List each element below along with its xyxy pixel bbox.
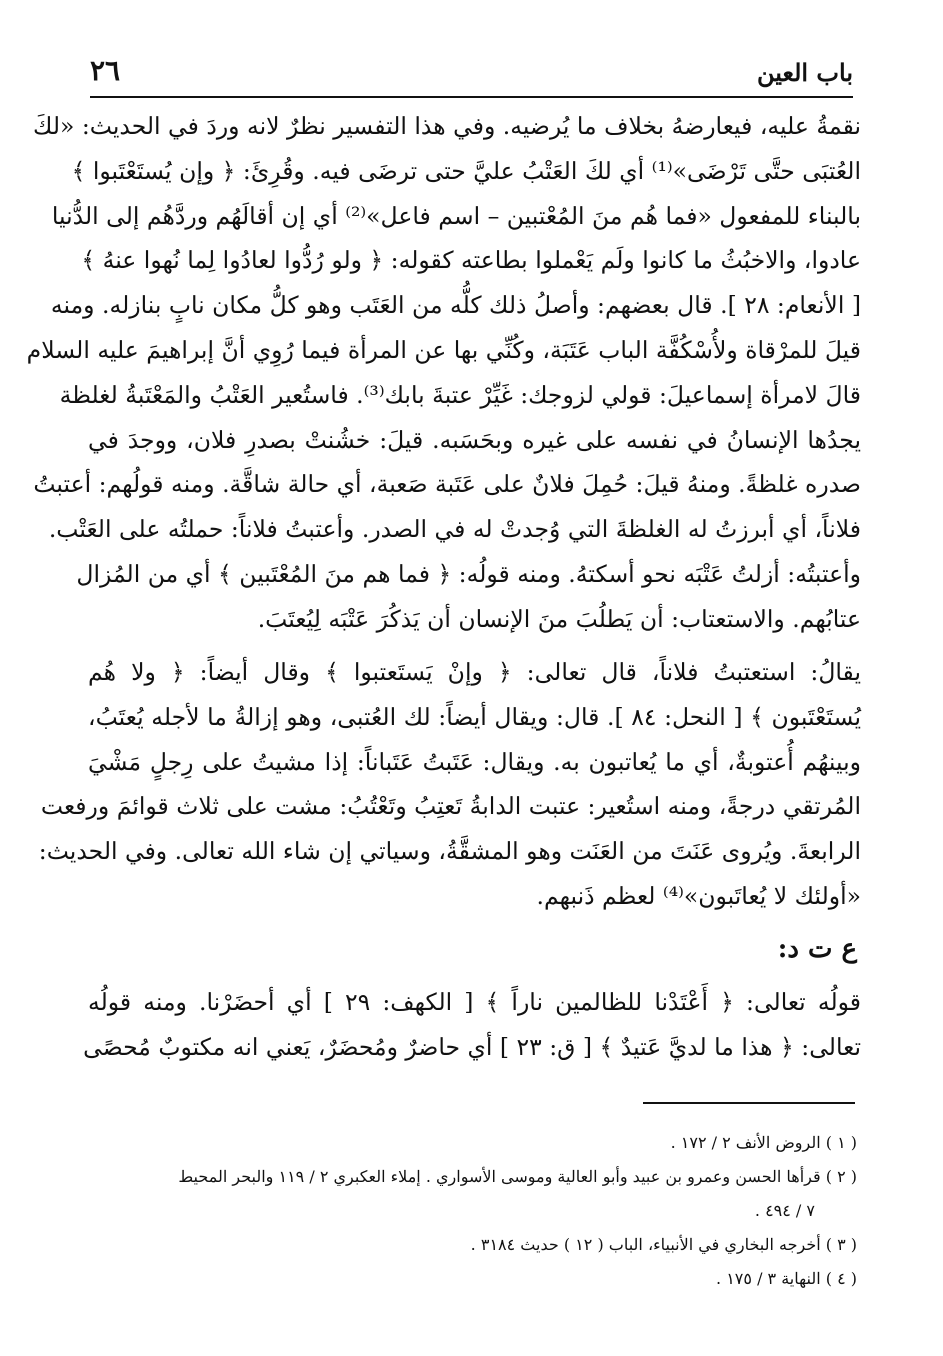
text-line: فلاناً، أي أبرزتُ له الغلظةَ التي وُجدتْ له في الصدر. وأعتبتُ فلاناً: حملتُه على العَتْب.: [48, 515, 861, 544]
text-line: [ الأنعام: ٢٨ ]. قال بعضهم: وأصلُ ذلك كلُّه من العَتَب وهو كلُّ مكان نابٍ بنازله. ومنه: [50, 291, 861, 320]
text-line: وأعتبتُه: أزلتُ عَتْبَه نحو أسكتهُ. ومنه قولُه: ﴿ فما هم منَ المُعْتَبين ﴾ أي من المُزال: [76, 559, 861, 588]
text-line: المُرتقي درجةً، ومنه استُعير: عتبت الدابةُ تَعتِبُ وتَعْتُبُ: مشت على ثلاث قوائمَ ورفعت: [40, 792, 861, 821]
footnotes: [96, 1126, 857, 1296]
section-heading: ع ت د:: [777, 934, 857, 964]
text-line: قولُه تعالى: ﴿ أَعْتَدْنا للظالمين ناراً ﴾ [ الكهف: ٢٩ ] أي أحضَرْنا. ومنه قولُه: [88, 988, 861, 1016]
paragraph-2: [38, 650, 862, 919]
text-line: العُتبَى حتَّى تَرْضَى»⁽¹⁾ أي لكَ العَتْبُ عليَّ حتى ترضَى فيه. وقُرِئَ: ﴿ وإن يُستَعْتَبوا ﴾: [71, 156, 861, 185]
chapter-title: باب العين: [756, 58, 853, 87]
text-line: وبينهُم أُعتوبةٌ، أي ما يُعاتبون به. ويقال: عَتَبتُ عَتَباناً: إذا مشيتُ على رِجلٍ مَشْيَ: [88, 747, 862, 776]
text-line: بالبناء للمفعول «فما هُم منَ المُعْتبين – اسم فاعل»⁽²⁾ أي إن أقالَهُم وردَّهُم إلى الدُّنيا: [51, 201, 861, 230]
text-line: «أولئك لا يُعاتَبون»⁽⁴⁾ لعظم ذَنبهم.: [536, 881, 861, 910]
footnote: ( ٢ ) قرأها الحسن وعمرو بن عبيد وأبو العالية وموسى الأسواري . إملاء العكبري ٢ / ١١٩ والبحر المحيط: [178, 1167, 857, 1186]
text-line: يقالُ: استعتبتُ فلاناً، قال تعالى: ﴿ وإنْ يَستَعتبوا ﴾ وقال أيضاً: ﴿ ولا هُم: [88, 658, 861, 686]
text-line: يجدُها الإنسانُ في نفسه على غيره وبحَسَبه. قيلَ: خشُنتْ بصدرِ فلان، ووجدَ في: [88, 425, 861, 454]
text-line: قيلَ للمرْقاة ولأُسْكُفَّة الباب عَتَبَة، وكُنِّي بها عن المرأة فيما رُوِي أنَّ إبراهيمَ عليه السلام: [26, 335, 861, 364]
text-line: الرابعةَ. ويُروى عَنَتَ من العَنَت وهو المشقَّةُ، وسياتي إن شاء الله تعالى. وفي الحديث:: [38, 837, 861, 866]
text-line: يُستَعْتَبون ﴾ [ النحل: ٨٤ ]. قال: ويقال أيضاً: لك العُتبى، وهو إزالةُ ما لأجله يُعتَبُ،: [88, 702, 861, 731]
text-line: عتابُهم. والاستعتاب: أن يَطلُبَ منَ الإنسان أن يَذكُرَ عَتْبَه لِيُعتَبَ.: [257, 604, 861, 633]
text-line: صدره غلظةً. ومنهُ قيلَ: حُمِلَ فلانٌ على عَتَبة صَعبة، أي حالة شاقَّة. ومنه قولُهم: أعتبتُ: [33, 470, 861, 499]
text-line: نقمةُ عليه، فيعارضهُ بخلاف ما يُرضيه. وفي هذا التفسير نظرٌ لانه وردَ في الحديث: «لكَ: [33, 112, 861, 140]
footnote-continuation: ٧ / ٤٩٤ .: [754, 1201, 815, 1220]
footnote: ( ٣ ) أخرجه البخاري في الأنبياء، الباب ( ١٢ ) حديث ٣١٨٤ .: [470, 1235, 857, 1254]
text-line: تعالى: ﴿ هذا ما لديَّ عَتيدٌ ﴾ [ ق: ٢٣ ] أي حاضرٌ ومُحضَرٌ، يَعني انه مكتوبٌ مُحصًى: [83, 1032, 861, 1061]
page-number: ٢٦: [90, 54, 121, 87]
running-header: [90, 52, 853, 98]
footnote-divider: [643, 1102, 855, 1104]
paragraph-3: [83, 980, 861, 1070]
text-line: عادوا، والاخبُثُ ما كانوا ولَم يَعْملوا بطاعته كقوله: ﴿ ولو رُدُّوا لعادُوا لِما نُهوا عنهُ ﴾: [81, 246, 861, 275]
paragraph-1: [26, 104, 861, 642]
text-line: قالَ لامرأة إسماعيلَ: قولي لزوجك: غَيِّرْ عتبةَ بابك⁽³⁾. فاستُعير العَتْبُ والمَعْتَبةُ لغلظة: [59, 380, 861, 409]
footnote: ( ٤ ) النهاية ٣ / ١٧٥ .: [716, 1269, 857, 1288]
footnote: ( ١ ) الروض الأنف ٢ / ١٧٢ .: [670, 1133, 857, 1152]
